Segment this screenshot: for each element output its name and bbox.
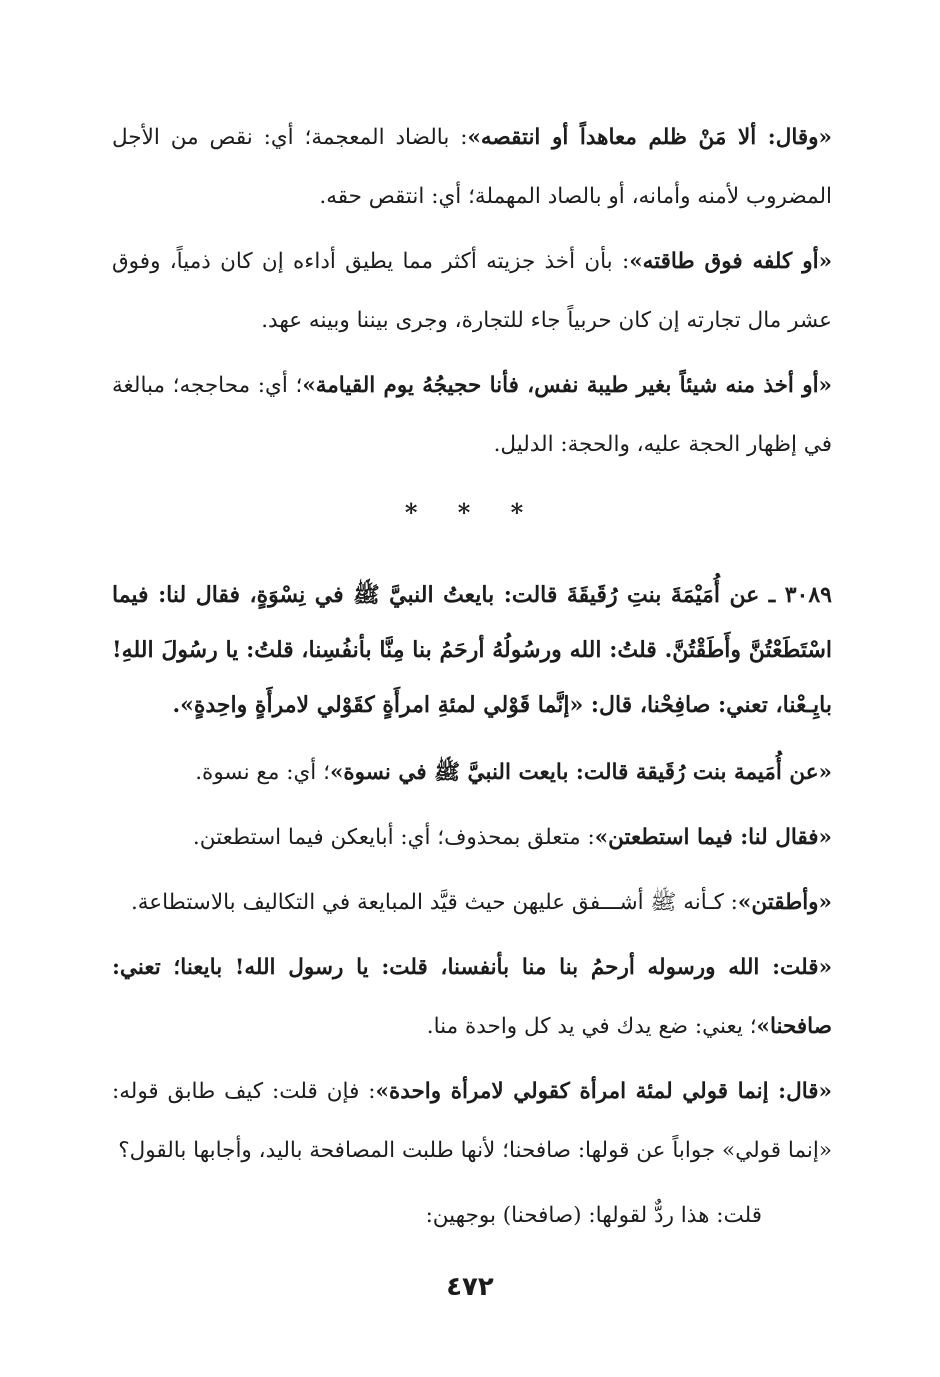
commentary-4 (112, 938, 832, 1056)
hadith-text: ٣٠٨٩ ـ عن أُمَيْمَةَ بنتِ رُقَيقَةَ قالت: بايعتُ النبيَّ ﷺ في نِسْوَةٍ، فقال لنا: فيما اسْتَطَعْتُنَّ وأَطَقْتُنَّ. قلتُ: الله ورسُولُهُ أرحَمُ بنا مِنَّا بأنفُسِنا، قلتُ: يا رسُولَ اللهِ! بايِـعْنا، تعني: صافِحْنا، قال: «إنَّما قَوْلي لمئةِ امرأَةٍ كقَوْلي لامرأَةٍ واحِدةٍ». (112, 582, 832, 718)
quoted-phrase: «فقال لنا: فيما استطعتن» (594, 825, 832, 850)
quoted-phrase: «أو أخذ منه شيئاً بغير طيبة نفس، فأنا حجيجُهُ يوم القيامة» (302, 373, 832, 398)
quoted-phrase: «عن أُمَيمة بنت رُقَيقة قالت: بايعت النبيَّ ﷺ في نسوة» (329, 760, 832, 785)
quoted-phrase: «وقال: ألا مَنْ ظلم معاهداً أو انتقصه» (467, 125, 832, 150)
explanation: : كـأنه ﷺ أشـــفق عليهن حيث قيَّد المبايعة في التكاليف بالاستطاعة. (130, 890, 738, 915)
explanation: ؛ أي: مع نسوة. (195, 760, 330, 785)
page-body (112, 108, 832, 1251)
section-separator: * * * (404, 498, 540, 527)
commentary-1 (112, 743, 832, 802)
explanation: : بأن أخذ جزيته أكثر مما يطيق أداءه إن كان ذمياً، وفوق عشر مال تجارته إن كان حربياً جاء للتجارة، وجرى بيننا وبينه عهد. (112, 249, 832, 333)
quoted-phrase: «قال: إنما قولي لمئة امرأة كقولي لامرأة واحدة» (375, 1079, 832, 1104)
commentary-2 (112, 808, 832, 867)
paragraph-2 (112, 232, 832, 350)
paragraph-3 (112, 356, 832, 474)
explanation: ؛ أي: محاججه؛ مبالغة في إظهار الحجة عليه، والحجة: الدليل. (112, 373, 832, 457)
quoted-phrase: «قلت: الله ورسوله أرحمُ بنا منا بأنفسنا، قلت: يا رسول الله! بايعنا؛ تعني: صافحنا» (112, 955, 832, 1039)
explanation: : فإن قلت: كيف طابق قوله: «إنما قولي» جواباً عن قولها: صافحنا؛ لأنها طلبت المصافحة باليد، وأجابها بالقول؟ (112, 1079, 832, 1163)
paragraph-1 (112, 108, 832, 226)
explanation: : متعلق بمحذوف؛ أي: أبايعكن فيما استطعتن. (192, 825, 595, 850)
page-number: ٤٧٢ (446, 1272, 494, 1302)
explanation: ؛ يعني: ضع يدك في يد كل واحدة منا. (426, 1014, 757, 1039)
quoted-phrase: «وأطقتن» (737, 890, 832, 915)
commentary-5 (112, 1062, 832, 1180)
commentary-3 (112, 873, 832, 932)
explanation: : بالضاد المعجمة؛ أي: نقص من الأجل المضروب لأمنه وأمانه، أو بالصاد المهملة؛ أي: انتقص حقه. (112, 125, 832, 209)
closing-line: قلت: هذا ردٌّ لقولها: (صافحنا) بوجهين: (425, 1203, 762, 1228)
quoted-phrase: «أو كلفه فوق طاقته» (629, 249, 833, 274)
